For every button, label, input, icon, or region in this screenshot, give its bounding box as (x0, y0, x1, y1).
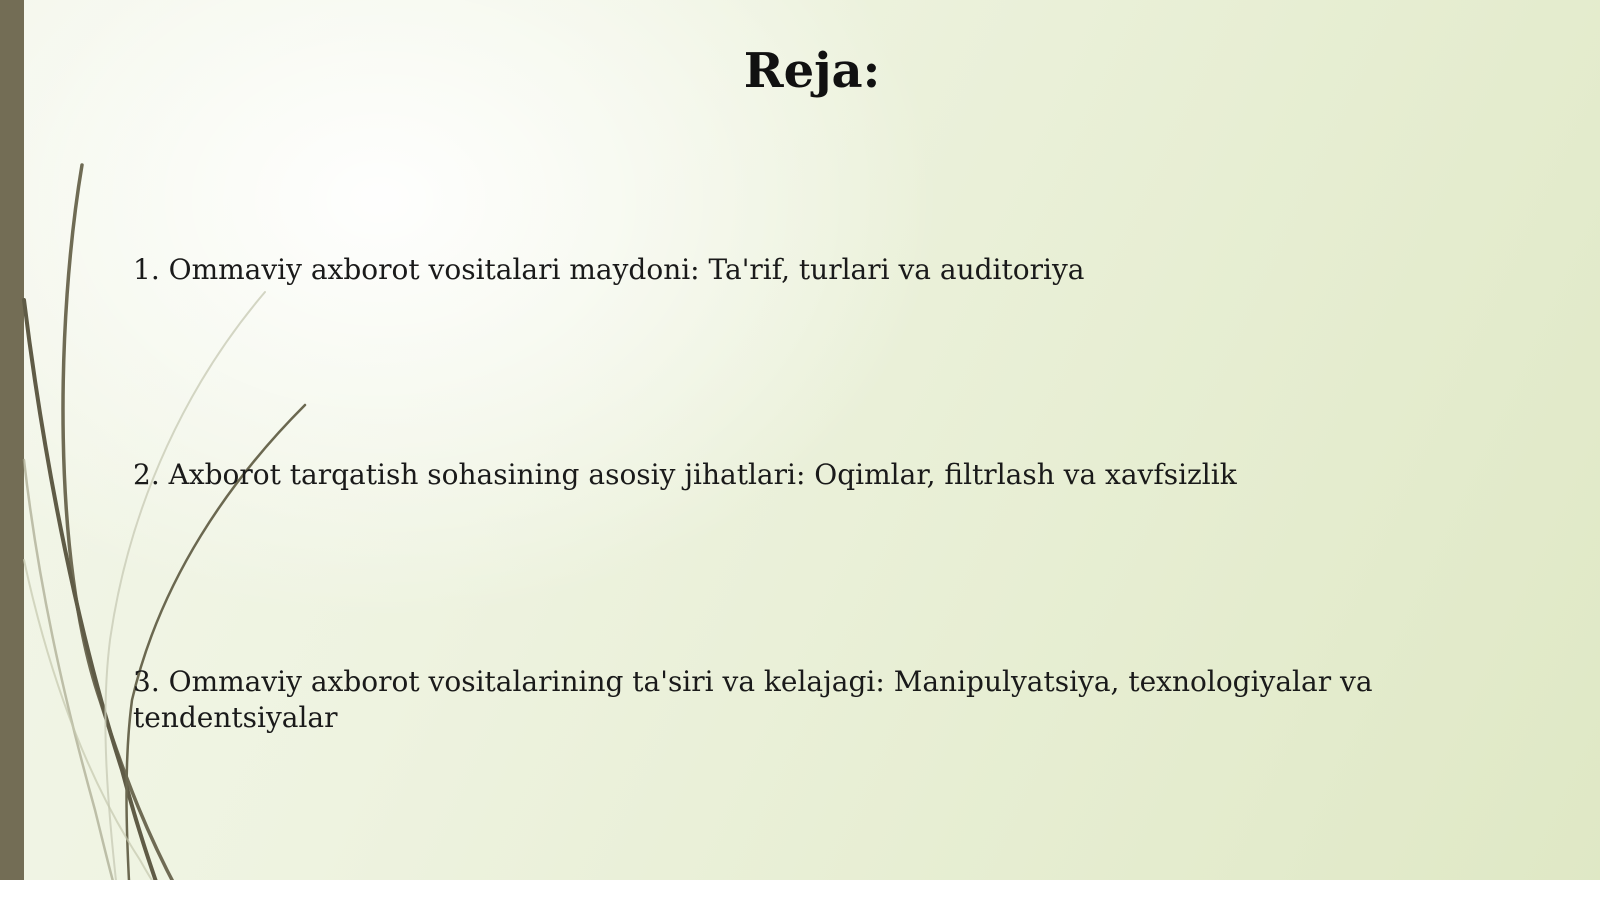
bottom-strip (0, 880, 1600, 899)
grass-blade-4 (105, 292, 265, 899)
grass-stalks-decoration (0, 0, 340, 899)
plan-item-2: 2. Axborot tarqatish sohasining asosiy jihatlari: Oqimlar, filtrlash va xavfsizlik (133, 458, 1237, 491)
grass-blade-5 (24, 460, 118, 899)
plan-item-1: 1. Ommaviy axborot vositalari maydoni: Ta'rif, turlari va auditoriya (133, 253, 1085, 286)
slide-title: Reja: (743, 43, 881, 99)
plan-item-3: 3. Ommaviy axborot vositalarining ta'siri va kelajagi: Manipulyatsiya, texnologiyalar va tendentsiyalar (133, 665, 1373, 734)
